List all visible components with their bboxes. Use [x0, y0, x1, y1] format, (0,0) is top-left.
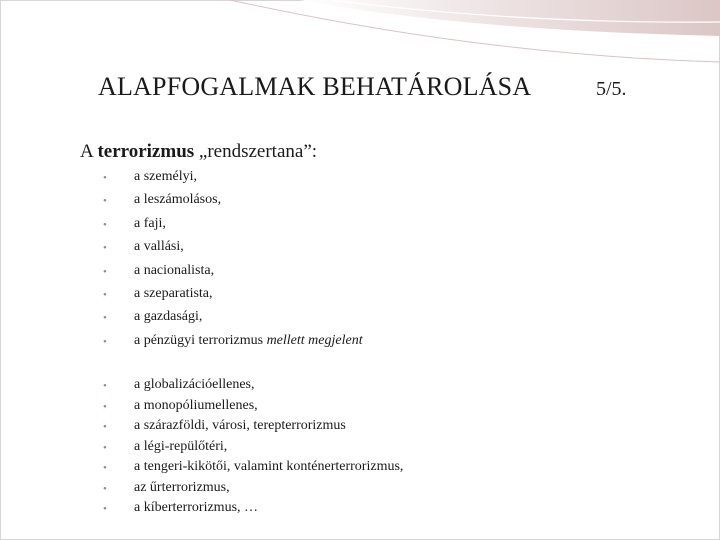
bullet-icon: • — [103, 400, 107, 413]
italic-phrase: mellett megjelent — [266, 332, 363, 348]
bullet-icon: • — [103, 312, 107, 325]
intro-bold-term: terrorizmus — [97, 141, 195, 162]
bullet-icon: • — [103, 503, 107, 515]
bullet-icon: • — [103, 462, 107, 474]
intro-suffix: „rendszertana”: — [194, 141, 318, 162]
page-number: 5/5. — [596, 78, 627, 100]
section-intro — [80, 141, 317, 163]
intro-prefix: A — [80, 141, 98, 162]
bullet-icon: • — [103, 288, 107, 301]
bullet-icon: • — [103, 265, 107, 278]
bullet-icon: • — [103, 482, 107, 495]
slide-title: ALAPFOGALMAK BEHATÁROLÁSA — [98, 72, 532, 101]
header-swoosh-decoration — [0, 0, 720, 70]
bullet-icon: • — [103, 172, 107, 184]
bullet-icon: • — [103, 218, 107, 231]
bullet-icon: • — [103, 195, 107, 208]
bullet-icon: • — [103, 421, 107, 433]
bullet-icon: • — [103, 380, 107, 392]
bullet-icon: • — [103, 441, 107, 454]
bullet-icon: • — [103, 335, 107, 348]
bullet-icon: • — [103, 242, 107, 255]
